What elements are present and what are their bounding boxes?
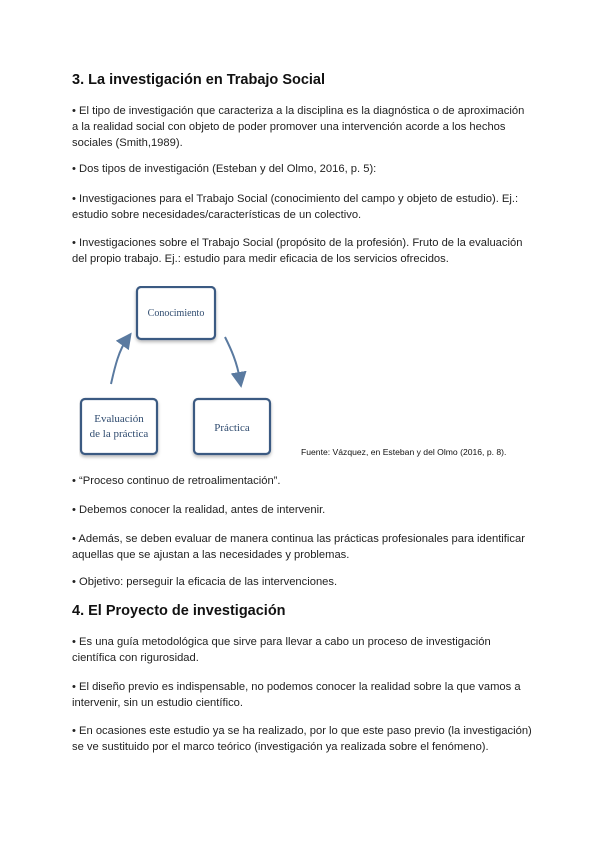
paragraph-investigaciones-para: • Investigaciones para el Trabajo Social (conocimiento del campo y objeto de estudio). Ej.: estudio sobre necesidades/características de un colectivo. [72,193,519,221]
paragraph-en-ocasiones: • En ocasiones este estudio ya se ha realizado, por lo que este paso previo (la investigación) se ve sustituido por el marco teórico (investigación ya realizada sobre el fenómeno). [72,725,532,753]
paragraph-conocer-realidad: • Debemos conocer la realidad, antes de intervenir. [72,504,326,516]
label-evaluacion: Evaluación [94,413,144,425]
node-evaluacion [81,399,157,454]
node-conocimiento [137,287,215,339]
section-3-heading: 3. La investigación en Trabajo Social [72,72,326,88]
label-practica: Práctica [214,422,250,434]
paragraph-dos-tipos: • Dos tipos de investigación (Esteban y del Olmo, 2016, p. 5): [72,163,377,175]
paragraph-investigaciones-sobre: • Investigaciones sobre el Trabajo Social (propósito de la profesión). Fruto de la evaluación del propio trabajo. Ej.: estudio para medir eficacia de los servicios ofrecidos. [72,237,523,265]
paragraph-guia-metodologica: • Es una guía metodológica que sirve para llevar a cabo un proceso de investigación científica con rigurosidad. [72,636,491,664]
paragraph-objetivo: • Objetivo: perseguir la eficacia de las intervenciones. [72,576,338,588]
feedback-cycle-diagram [79,286,279,462]
arrow-conocimiento-to-practica [225,337,240,380]
arrow-evaluacion-to-conocimiento [111,339,127,384]
paragraph-proceso-continuo: • “Proceso continuo de retroalimentación”. [72,475,281,487]
diagram-source-caption: Fuente: Vázquez, en Esteban y del Olmo (2016, p. 8). [301,447,507,457]
paragraph-diseno-previo: • El diseño previo es indispensable, no podemos conocer la realidad sobre la que vamos a intervenir, sin un estudio científico. [72,681,521,709]
label-de-la-practica: de la práctica [89,428,149,440]
node-practica [194,399,270,454]
paragraph-evaluar-practicas: • Además, se deben evaluar de manera continua las prácticas profesionales para identificar aquellas que se ajustan a las necesidades y problemas. [72,533,525,561]
paragraph-disciplina: • El tipo de investigación que caracteriza a la disciplina es la diagnóstica o de aproximación a la realidad social con objeto de poder promover una intervención acorde a los hechos sociales (Smith,1989). [72,105,525,149]
label-conocimiento: Conocimiento [147,308,205,319]
section-4-heading: 4. El Proyecto de investigación [72,603,286,619]
